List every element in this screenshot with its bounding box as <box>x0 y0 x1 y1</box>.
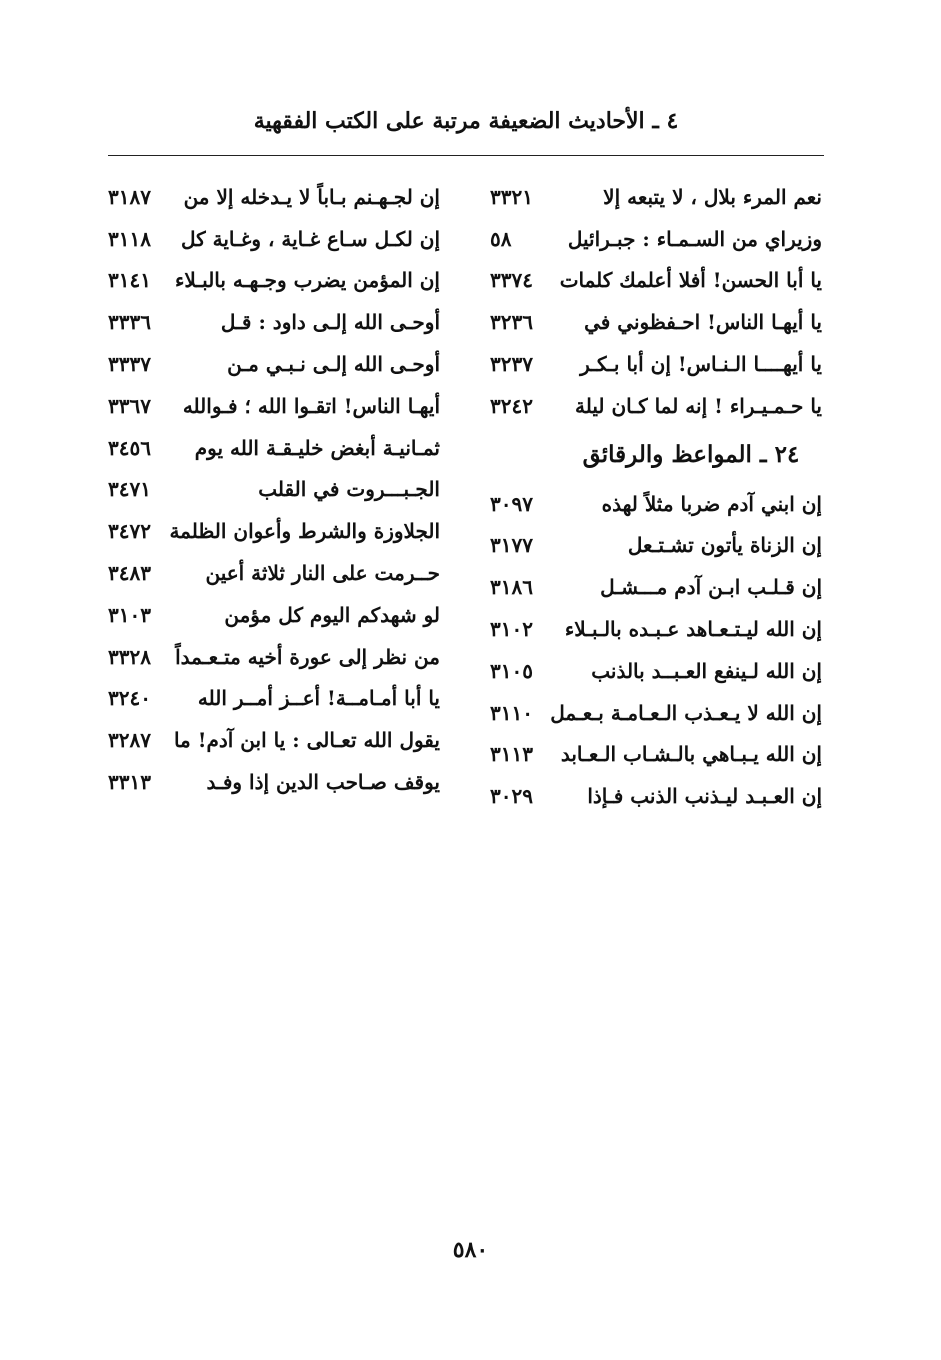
entry-text: يا حـمـيـراء ! إنه لما كـان ليلة <box>575 393 822 418</box>
entry-text: حــرمت على النار ثلاثة أعين <box>205 561 440 586</box>
index-entry <box>108 343 440 385</box>
entry-text: يا أيهــــا الـنـاس! إن أبا بـكـر <box>580 352 822 377</box>
index-entry <box>490 650 822 692</box>
index-entry <box>490 734 822 776</box>
index-entry <box>490 385 822 427</box>
index-entry <box>108 719 440 761</box>
entry-number: ٣١١٠ <box>490 700 533 725</box>
entry-number: ٣٠٢٩ <box>490 784 533 809</box>
entry-number: ٣٢٨٧ <box>108 728 151 753</box>
index-entry <box>108 761 440 803</box>
entry-number: ٣٣٢١ <box>490 184 533 209</box>
entry-number: ٣٢٤٢ <box>490 393 533 418</box>
section-title: ٢٤ ـ المواعظ والرقائق <box>582 440 800 468</box>
entry-number: ٣١٠٢ <box>490 617 533 642</box>
left-column <box>108 176 440 803</box>
entry-number: ٣٤٨٣ <box>108 561 151 586</box>
index-entry <box>108 469 440 511</box>
entry-number: ٣١٠٣ <box>108 602 151 627</box>
index-entry <box>490 260 822 302</box>
entry-number: ٣١٧٧ <box>490 533 533 558</box>
right-column <box>490 176 822 817</box>
entry-text: إن لجـهـنم بـاباً لا يـدخله إلا من <box>183 184 440 209</box>
index-entry <box>490 566 822 608</box>
running-header: ٤ ـ الأحاديث الضعيفة مرتبة على الكتب الفقهية <box>253 108 679 134</box>
index-entry <box>108 427 440 469</box>
index-entry <box>490 692 822 734</box>
entry-number: ٣٢٤٠ <box>108 686 151 711</box>
entry-text: نعم المرء بلال ، لا يتبعه إلا <box>603 184 822 209</box>
index-entry <box>108 510 440 552</box>
entry-text: أوحـى الله إلـى نـبـي مـن <box>227 352 440 377</box>
entry-number: ٣٢٣٧ <box>490 352 533 377</box>
index-entry <box>108 678 440 720</box>
entry-text: إن ابني آدم ضربا مثلاً لهذه <box>601 491 822 516</box>
index-entry <box>490 176 822 218</box>
right-entries-bottom <box>490 483 822 817</box>
entry-number: ٣٣٦٧ <box>108 393 151 418</box>
entry-number: ٣١٨٧ <box>108 184 151 209</box>
entry-number: ٣١٠٥ <box>490 658 533 683</box>
index-entry <box>490 343 822 385</box>
page-number: ٥٨٠ <box>452 1237 489 1263</box>
index-entry <box>108 552 440 594</box>
entry-number: ٣٣٧٤ <box>490 268 533 293</box>
index-entry <box>108 301 440 343</box>
index-entry <box>490 301 822 343</box>
entry-text: يقول الله تعـالى : يا ابن آدم! ما <box>173 728 440 753</box>
entry-text: يا أبا الحسن! أفلا أعلمك كلمات <box>559 268 822 293</box>
index-entry <box>108 385 440 427</box>
entry-number: ٣١٨٦ <box>490 575 533 600</box>
entry-number: ٣١١٨ <box>108 226 151 251</box>
index-entry <box>108 636 440 678</box>
entry-text: من نظر إلى عورة أخيه متـعـمداً <box>175 644 440 669</box>
header-rule <box>108 155 824 156</box>
entry-text: أيهـا الناس! اتقـوا الله ؛ فـوالله <box>182 393 440 418</box>
entry-text: وزيراي من السـمـاء : جبـرائيل <box>567 226 822 251</box>
entry-text: أوحـى الله إلـى داود : قـل <box>220 310 440 335</box>
index-entry <box>490 775 822 817</box>
entry-number: ٣٣٣٧ <box>108 352 151 377</box>
entry-text: يوقف صـاحب الدين إذا وفـد <box>206 770 440 795</box>
entry-number: ٣١٤١ <box>108 268 151 293</box>
entry-text: إن قـلـب ابـن آدم مـــشـل <box>600 575 822 600</box>
entry-text: الجلاوزة والشرط وأعوان الظلمة <box>169 519 440 544</box>
index-entry <box>108 260 440 302</box>
entry-number: ٣٣٢٨ <box>108 644 151 669</box>
entry-number: ٣٣١٣ <box>108 770 151 795</box>
entry-text: إن العـبـد ليـذنب الذنب فـإذا <box>587 784 822 809</box>
index-entry <box>490 525 822 567</box>
entry-text: يا أبا أمـامــة! أعــز أمــر الله <box>197 686 440 711</box>
index-entry <box>490 608 822 650</box>
index-entry <box>108 594 440 636</box>
entry-number: ٣٢٣٦ <box>490 310 533 335</box>
entry-text: لو شهدكم اليوم كل مؤمن <box>224 602 440 627</box>
entry-text: إن الله يـبـاهي بالـشـاب الـعـابد <box>560 742 822 767</box>
entry-text: إن الله لـينفع العـبــد بالذنب <box>591 658 822 683</box>
index-entry <box>108 218 440 260</box>
entry-text: إن لكـل سـاع غـاية ، وغـاية كل <box>181 226 440 251</box>
entry-number: ٣١١٣ <box>490 742 533 767</box>
right-entries-top <box>490 176 822 427</box>
entry-text: إن الله لا يـعـذب الـعـامـة بـعـمل <box>550 700 822 725</box>
entry-number: ٣٠٩٧ <box>490 491 533 516</box>
entry-number: ٥٨ <box>490 226 512 251</box>
entry-number: ٣٤٧١ <box>108 477 151 502</box>
index-entry <box>490 218 822 260</box>
index-entry <box>108 176 440 218</box>
entry-text: الجـبـــروت في القلب <box>258 477 440 502</box>
entry-number: ٣٤٧٢ <box>108 519 151 544</box>
entry-text: يا أيهـا الناس! احـفظوني في <box>584 310 822 335</box>
entry-text: إن الزناة يأتون تشـتـعل <box>627 533 822 558</box>
entry-number: ٣٣٣٦ <box>108 310 151 335</box>
entry-number: ٣٤٥٦ <box>108 435 151 460</box>
index-entry <box>490 483 822 525</box>
entry-text: ثمـانيـة أبغض خليـقـة الله يوم <box>194 435 440 460</box>
entry-text: إن الله ليـتـعـاهد عـبـده بالـبـلاء <box>564 617 822 642</box>
entry-text: إن المؤمن يضرب وجـهـه بالبـلاء <box>174 268 440 293</box>
